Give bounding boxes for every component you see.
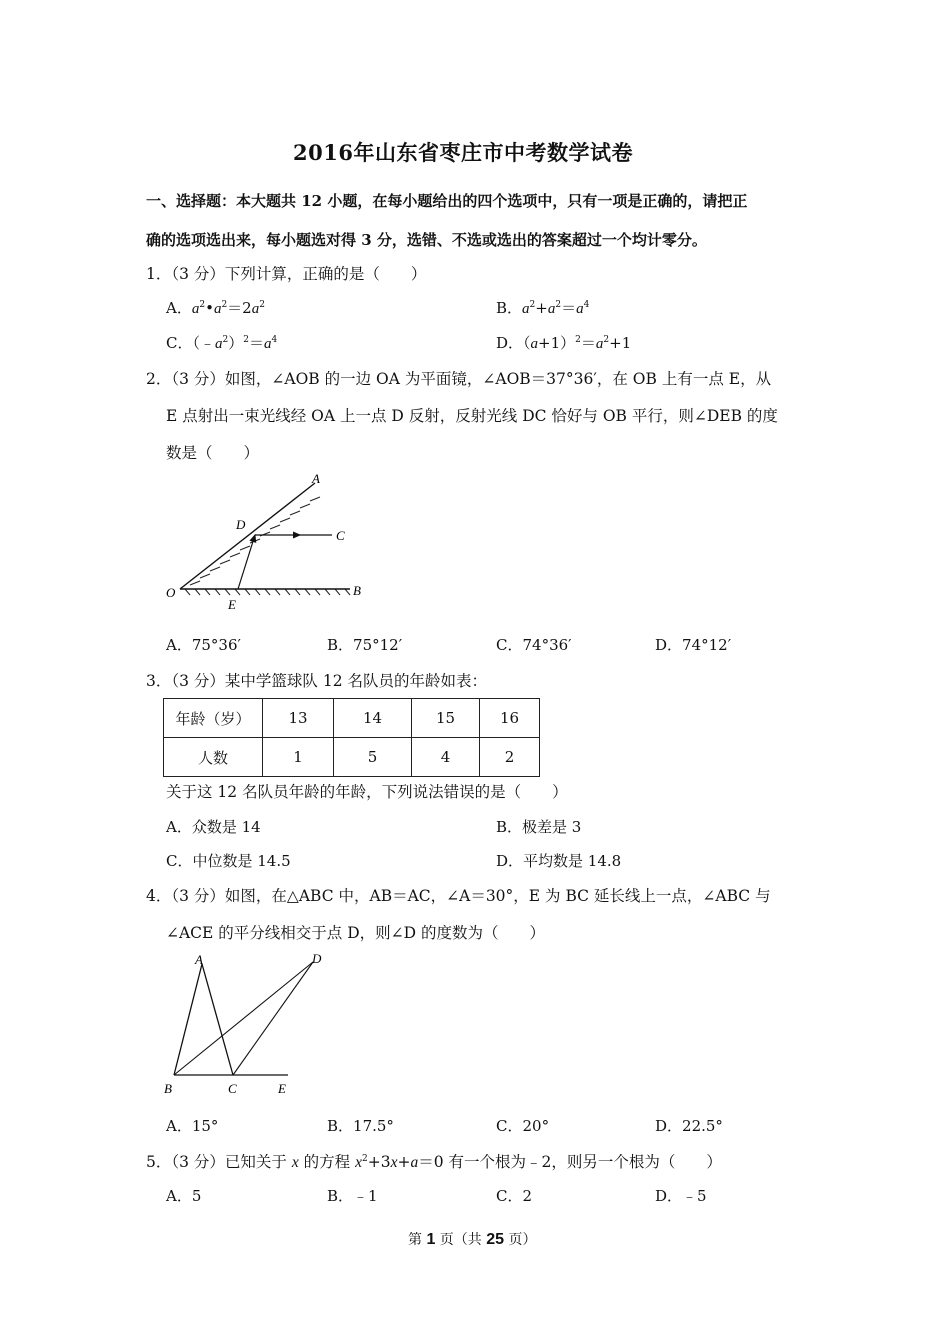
question-number: 3． bbox=[146, 672, 172, 690]
question-3 bbox=[146, 669, 487, 691]
label-e: E bbox=[278, 1081, 286, 1096]
q5-option-a[interactable]: A．5 bbox=[166, 1187, 202, 1205]
q3-option-b[interactable]: B．极差是 3 bbox=[496, 818, 582, 836]
question-stem: 如图，在△ABC 中，AB＝AC，∠A＝30°，E 为 BC 延长线上一点，∠ABC 与 bbox=[224, 887, 771, 905]
mirror-hatching-oa bbox=[190, 497, 320, 585]
q5-option-c[interactable]: C．2 bbox=[496, 1187, 533, 1205]
question-number: 4． bbox=[146, 887, 172, 905]
question-score: （3 分） bbox=[171, 370, 225, 388]
label-c: C bbox=[336, 528, 345, 543]
q4-option-c[interactable]: C．20° bbox=[496, 1117, 550, 1135]
section-instructions-line1: 一、选择题：本大题共 12 小题，在每小题给出的四个选项中，只有一项是正确的，请把正 bbox=[146, 192, 748, 210]
q3-option-d[interactable]: D．平均数是 14.8 bbox=[496, 852, 622, 870]
question-number: 2． bbox=[146, 370, 172, 388]
triangle-bisector-figure bbox=[160, 948, 340, 1098]
question-3-followup: 关于这 12 名队员年龄的年龄，下列说法错误的是（ ） bbox=[166, 783, 568, 801]
question-1 bbox=[146, 262, 426, 284]
table-cell: 14 bbox=[334, 699, 412, 738]
bisector-cd bbox=[233, 962, 313, 1075]
table-cell: 4 bbox=[412, 738, 480, 777]
question-score: （3 分） bbox=[171, 1153, 225, 1171]
q2-option-c[interactable]: C．74°36′ bbox=[496, 636, 572, 654]
table-cell: 13 bbox=[263, 699, 334, 738]
table-row bbox=[164, 699, 540, 738]
table-cell: 1 bbox=[263, 738, 334, 777]
table-cell: 16 bbox=[480, 699, 540, 738]
table-row bbox=[164, 738, 540, 777]
q2-option-b[interactable]: B．75°12′ bbox=[327, 636, 403, 654]
q4-option-a[interactable]: A．15° bbox=[166, 1117, 219, 1135]
q1-option-d[interactable]: D．$(a+1)^2=a^2+1$ bbox=[496, 334, 632, 352]
age-table bbox=[163, 698, 540, 777]
mirror-angle-figure bbox=[160, 465, 370, 615]
ray-oa bbox=[180, 483, 315, 589]
label-a: A bbox=[195, 952, 203, 967]
q3-option-c[interactable]: C．中位数是 14.5 bbox=[166, 852, 291, 870]
question-number: 1． bbox=[146, 265, 172, 283]
question-4-line2: ∠ACE 的平分线相交于点 D，则∠D 的度数为（ ） bbox=[166, 924, 545, 942]
label-d: D bbox=[312, 951, 322, 966]
table-header-count: 人数 bbox=[164, 738, 263, 777]
q1-option-c[interactable]: C．$(﹣a^2)^2=a^4$ bbox=[166, 334, 278, 352]
table-cell: 5 bbox=[334, 738, 412, 777]
label-b: B bbox=[164, 1081, 172, 1096]
question-2-line3: 数是（ ） bbox=[166, 444, 260, 462]
page-title: 2016年山东省枣庄市中考数学试卷 bbox=[293, 140, 633, 165]
question-2-line1 bbox=[146, 367, 771, 389]
page-number: 1 bbox=[426, 1231, 436, 1248]
label-d: D bbox=[236, 517, 246, 532]
incident-ray-ed bbox=[238, 535, 255, 589]
question-score: （3 分） bbox=[171, 887, 225, 905]
question-stem: 某中学篮球队 12 名队员的年龄如表： bbox=[224, 672, 488, 690]
label-a: A bbox=[312, 471, 320, 486]
q1-option-b[interactable]: B．$a^2+a^2=a^4$ bbox=[496, 299, 590, 317]
table-cell: 15 bbox=[412, 699, 480, 738]
q5-option-b[interactable]: B．﹣1 bbox=[327, 1187, 378, 1205]
q3-option-a[interactable]: A．众数是 14 bbox=[166, 818, 261, 836]
question-2-line2: E 点射出一束光线经 OA 上一点 D 反射，反射光线 DC 恰好与 OB 平行，则∠DEB 的度 bbox=[166, 407, 778, 425]
side-ab bbox=[174, 964, 202, 1075]
q4-option-b[interactable]: B．17.5° bbox=[327, 1117, 394, 1135]
page-footer: 第 1 页（共 25 页） bbox=[408, 1231, 537, 1248]
question-stem: 如图，∠AOB 的一边 OA 为平面镜，∠AOB＝37°36′，在 OB 上有一点 E，从 bbox=[224, 370, 772, 388]
label-e: E bbox=[228, 597, 236, 612]
table-header-age: 年龄（岁） bbox=[164, 699, 263, 738]
side-ac bbox=[202, 964, 233, 1075]
q2-option-d[interactable]: D．74°12′ bbox=[655, 636, 732, 654]
question-5: 5．（3 分）已知关于 x 的方程 $x^2+3x+a=0$ 有一个根为﹣2，则另一个根为（ ） bbox=[146, 1153, 722, 1171]
question-score: （3 分） bbox=[171, 672, 225, 690]
q5-option-d[interactable]: D．﹣5 bbox=[655, 1187, 707, 1205]
q1-option-a[interactable]: A．$a^2•a^2=2a^2$ bbox=[166, 299, 265, 317]
section-instructions-line2: 确的选项选出来，每小题选对得 3 分，选错、不选或选出的答案超过一个均计零分。 bbox=[146, 231, 707, 249]
bisector-bd bbox=[174, 962, 313, 1075]
question-number: 5． bbox=[146, 1153, 172, 1171]
total-pages: 25 bbox=[486, 1231, 505, 1248]
question-score: （3 分） bbox=[171, 265, 225, 283]
q2-option-a[interactable]: A．75°36′ bbox=[166, 636, 241, 654]
label-c: C bbox=[228, 1081, 237, 1096]
question-stem: 下列计算，正确的是（ ） bbox=[224, 265, 427, 283]
label-b: B bbox=[353, 583, 361, 598]
q4-option-d[interactable]: D．22.5° bbox=[655, 1117, 723, 1135]
question-4-line1 bbox=[146, 884, 771, 906]
table-cell: 2 bbox=[480, 738, 540, 777]
label-o: O bbox=[166, 585, 176, 600]
mirror-hatching-ob bbox=[185, 589, 350, 595]
